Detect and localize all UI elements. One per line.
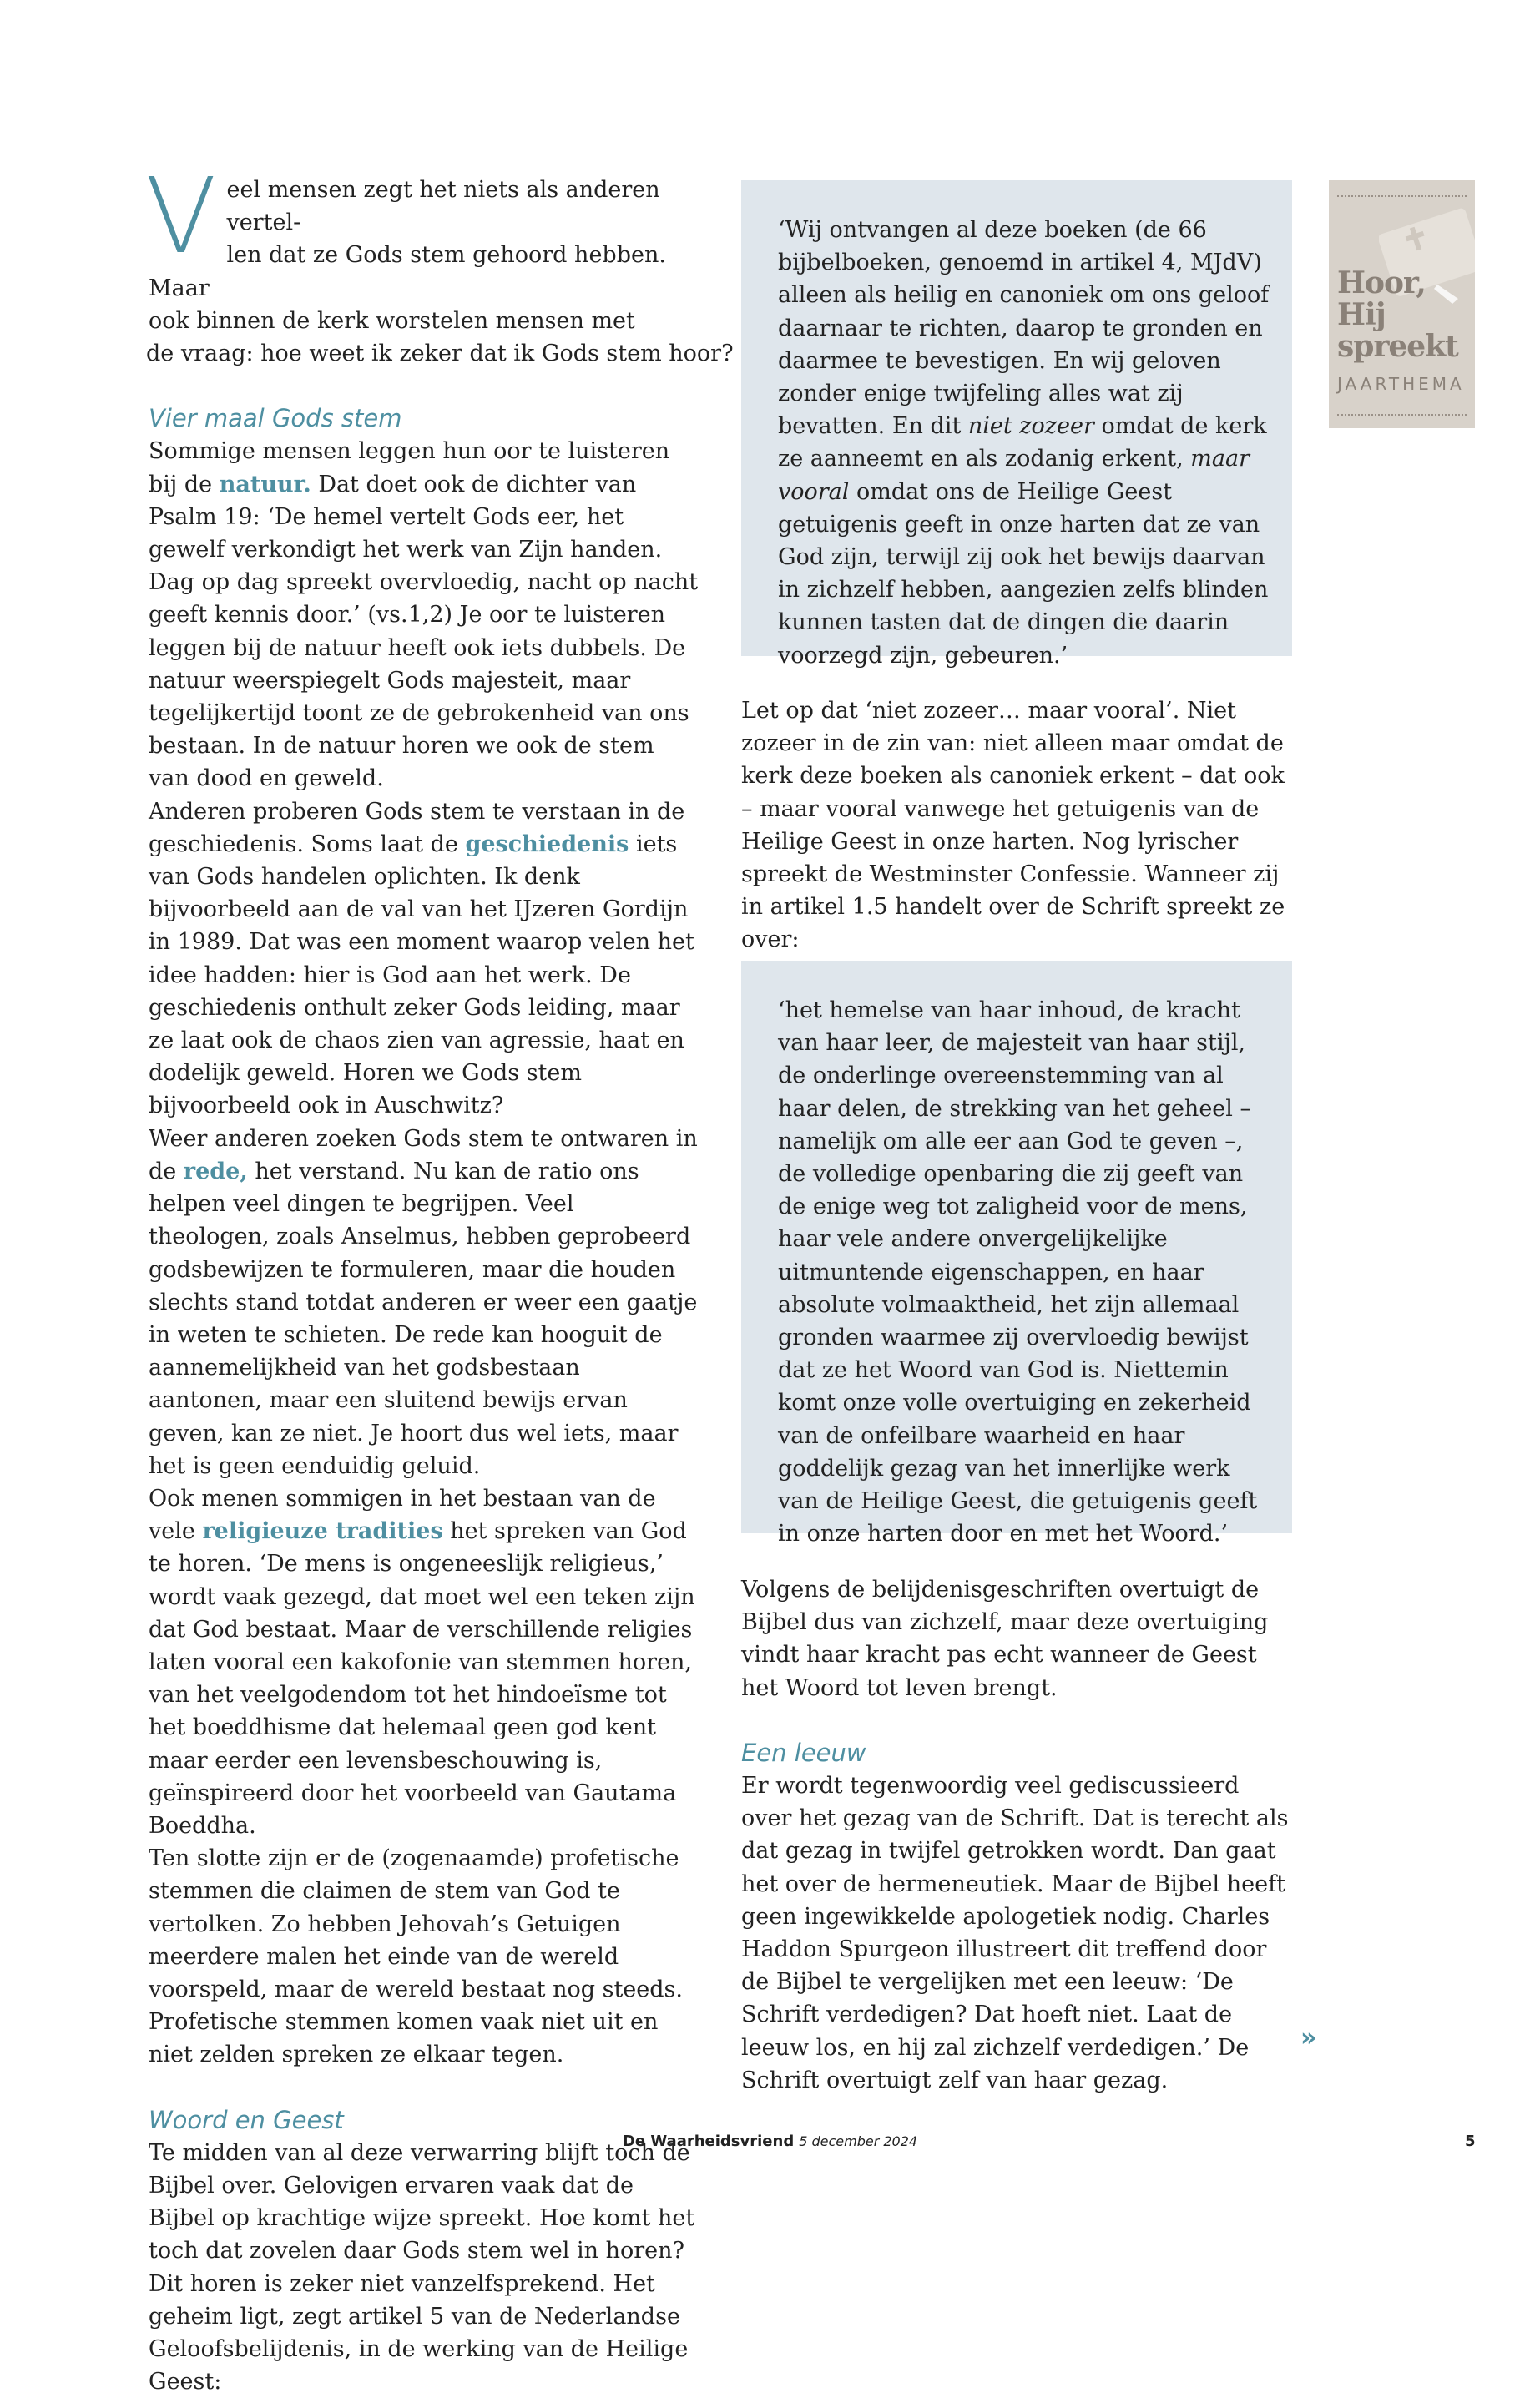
quote-ngb-text xyxy=(778,214,1275,672)
section-heading-vier-maal: Vier maal Gods stem xyxy=(149,404,402,433)
paragraph-belijdenis: Volgens de belijdenisgeschriften overtuigt de Bijbel dus van zichzelf, maar deze overtuiging vindt haar kracht pas echt wanneer de Geest het Woord tot leven brengt. xyxy=(741,1577,1269,1701)
emphasis: maar vooral xyxy=(778,446,1250,505)
quote-westminster-text: ‘het hemelse van haar inhoud, de kracht van haar leer, de majesteit van haar stijl, de onderlinge overeenstemming van al haar delen, de strekking van het geheel – namelijk om alle eer aan God te geven –, de volledige openbaring die zij geeft van de enige weg tot zaligheid voor de mens, haar vele andere onvergelijkelijke uitmuntende eigenschappen, en haar absolute volmaaktheid, het zijn allemaal gronden waarmee zij overvloedig bewijst dat ze het Woord van God is. Niettemin komt onze volle overtuiging en zekerheid van de onfeilbare waarheid en haar goddelijk gezag van het innerlijke werk van de Heilige Geest, die getuigenis geeft in onze harten door en met het Woord.’ xyxy=(778,997,1258,1547)
paragraph-natuur xyxy=(149,435,699,795)
right-column-bottom xyxy=(741,1573,1296,2097)
text: het spreken van God te horen. ‘De mens is ongeneeslijk religieus,’ wordt vaak gezegd, dat moet wel een teken zijn dat God bestaat. Maar de verschillende religies laten vooral een kakofonie van stemmen horen, van het veelgodendom tot het hindoeïsme tot het boeddhisme dat helemaal geen god kent maar eerder een levensbeschouwing is, geïnspireerd door het voorbeeld van Gautama Boeddha. xyxy=(149,1518,695,1839)
continue-arrow-icon: » xyxy=(1300,2023,1317,2052)
text: Sommige mensen leggen hun oor te luisteren bij de xyxy=(149,438,670,497)
text: omdat ons de Heilige Geest getuigenis geeft in onze harten dat ze van God zijn, terwijl zij ook het bewijs daarvan in zichzelf hebben, aangezien zelfs blinden kunnen tasten dat de dingen die daarin voorzegd zijn, gebeuren.’ xyxy=(778,478,1269,669)
paragraph-rede xyxy=(149,1123,699,1482)
intro-paragraph xyxy=(145,156,734,370)
paragraph-woord-en-geest: Te midden van al deze verwarring blijft toch de Bijbel over. Gelovigen ervaren vaak dat de Bijbel op krachtige wijze spreekt. Hoe komt het toch dat zovelen daar Gods stem wel in horen? Dit horen is zeker niet vanzelfsprekend. Het geheim ligt, zegt artikel 5 van de Nederlandse Geloofsbelijdenis, in de werking van de Heilige Geest: xyxy=(149,2139,695,2395)
intro-line: len dat ze Gods stem gehoord hebben. Maar xyxy=(149,242,666,301)
text: ‘Wij ontvangen al deze boeken (de 66 bijbelboeken, genoemd in artikel 4, MJdV) alleen als heilig en canoniek om ons geloof daarnaar te richten, daarop te gronden en daarmee te bevestigen. En wij geloven zonder enige twijfeling alles wat zij bevatten. En dit xyxy=(778,217,1270,440)
text: omdat de kerk ze aanneemt en als zodanig erkent, xyxy=(778,413,1267,472)
paragraph-tradities xyxy=(149,1482,699,1842)
quote-box-westminster xyxy=(741,961,1292,1547)
text: Anderen proberen Gods stem te verstaan in de geschiedenis. Soms laat de xyxy=(149,798,685,857)
jaarthema-badge xyxy=(1329,180,1475,428)
page-footer xyxy=(0,2133,1540,2150)
paragraph-niet-zozeer: Let op dat ‘niet zozeer… maar vooral’. Niet zozeer in de zin van: niet alleen maar omdat de kerk deze boeken als canoniek erkent – dat ook – maar vooral vanwege het getuigenis van de Heilige Geest in onze harten. Nog lyrischer spreekt de Westminster Confessie. Wanneer zij in artikel 1.5 handelt over de Schrift spreekt ze over: xyxy=(741,698,1285,953)
badge-title xyxy=(1337,267,1458,362)
highlight-tradities: religieuze tradities xyxy=(202,1518,443,1545)
text: Dat doet ook de dichter van Psalm 19: ‘De hemel vertelt Gods eer, het gewelf verkondigt het werk van Zijn handen. Dag op dag spreekt overvloedig, nacht op nacht geeft kennis door.’ (vs.1,2) Je oor te luisteren leggen bij de natuur heeft ook iets dubbels. De natuur weerspiegelt Gods majesteit, maar tegelijkertijd toont ze de gebrokenheid van ons bestaan. In de natuur horen we ook de stem van dood en geweld. xyxy=(149,471,699,792)
intro-line: de vraag: hoe weet ik zeker dat ik Gods stem hoor? xyxy=(146,341,734,367)
intro-line: ook binnen de kerk worstelen mensen met xyxy=(149,307,635,334)
text: Weer anderen zoeken Gods stem te ontwaren in de xyxy=(149,1125,698,1184)
paragraph-profetisch: Ten slotte zijn er de (zogenaamde) profetische stemmen die claimen de stem van God te vertolken. Zo hebben Jehovah’s Getuigen meerdere malen het einde van de wereld voorspeld, maar de wereld bestaat nog steeds. Profetische stemmen komen vaak niet uit en niet zelden spreken ze elkaar tegen. xyxy=(149,1845,683,2068)
highlight-geschiedenis: geschiedenis xyxy=(465,830,629,857)
highlight-natuur: natuur. xyxy=(219,471,311,497)
paragraph-leeuw: Er wordt tegenwoordig veel gediscussieerd over het gezag van de Schrift. Dat is terecht als dat gezag in twijfel getrokken wordt. Dan gaat het over de hermeneutiek. Maar de Bijbel heeft geen ingewikkelde apologetiek nodig. Charles Haddon Spurgeon illustreert dit treffend door de Bijbel te vergelijken met een leeuw: ‘De Schrift verdedigen? Dat hoeft niet. Laat de leeuw los, en hij zal zichzelf verdedigen.’ De Schrift overtuigt zelf van haar gezag. xyxy=(741,1773,1289,2093)
highlight-rede: rede, xyxy=(183,1158,248,1184)
badge-top-rule xyxy=(1337,195,1467,197)
text: Ook menen sommigen in het bestaan van de vele xyxy=(149,1485,656,1545)
right-column-middle xyxy=(741,694,1296,957)
text: het verstand. Nu kan de ratio ons helpen veel dingen te begrijpen. Veel theologen, zoals Anselmus, hebben geprobeerd godsbewijzen te formuleren, maar die houden slechts stand totdat anderen er weer een gaatje in weten te schieten. De rede kan hooguit de aannemelijkheid van het godsbestaan aantonen, maar een sluitend bewijs ervan geven, kan ze niet. Je hoort dus wel iets, maar het is geen eenduidig geluid. xyxy=(149,1158,698,1479)
badge-subtitle: JAARTHEMA xyxy=(1337,374,1465,394)
badge-title-line: Hoor, xyxy=(1337,265,1426,300)
drop-cap: V xyxy=(145,156,217,277)
publication-date: 5 december 2024 xyxy=(799,2133,918,2149)
badge-title-line: spreekt xyxy=(1337,329,1458,364)
text: iets van Gods handelen oplichten. Ik denk bijvoorbeeld aan de val van het IJzeren Gordijn in 1989. Dat was een moment waarop velen het idee hadden: hier is God aan het werk. De geschiedenis onthult zeker Gods leiding, maar ze laat ook de chaos zien van agressie, haat en dodelijk geweld. Horen we Gods stem bijvoorbeeld ook in Auschwitz? xyxy=(149,830,694,1119)
publication-name: De Waarheidsvriend xyxy=(622,2133,795,2150)
quote-box-ngb xyxy=(741,180,1292,669)
intro-line: eel mensen zegt het niets als anderen vertel- xyxy=(226,177,660,236)
badge-title-line: Hij xyxy=(1337,297,1386,332)
page-number: 5 xyxy=(1465,2133,1476,2150)
section-heading-woord-en-geest: Woord en Geest xyxy=(149,2105,344,2134)
paragraph-geschiedenis xyxy=(149,795,699,1123)
section-heading-een-leeuw: Een leeuw xyxy=(741,1738,866,1767)
badge-bottom-rule xyxy=(1337,414,1467,416)
emphasis: niet zozeer xyxy=(967,413,1094,440)
